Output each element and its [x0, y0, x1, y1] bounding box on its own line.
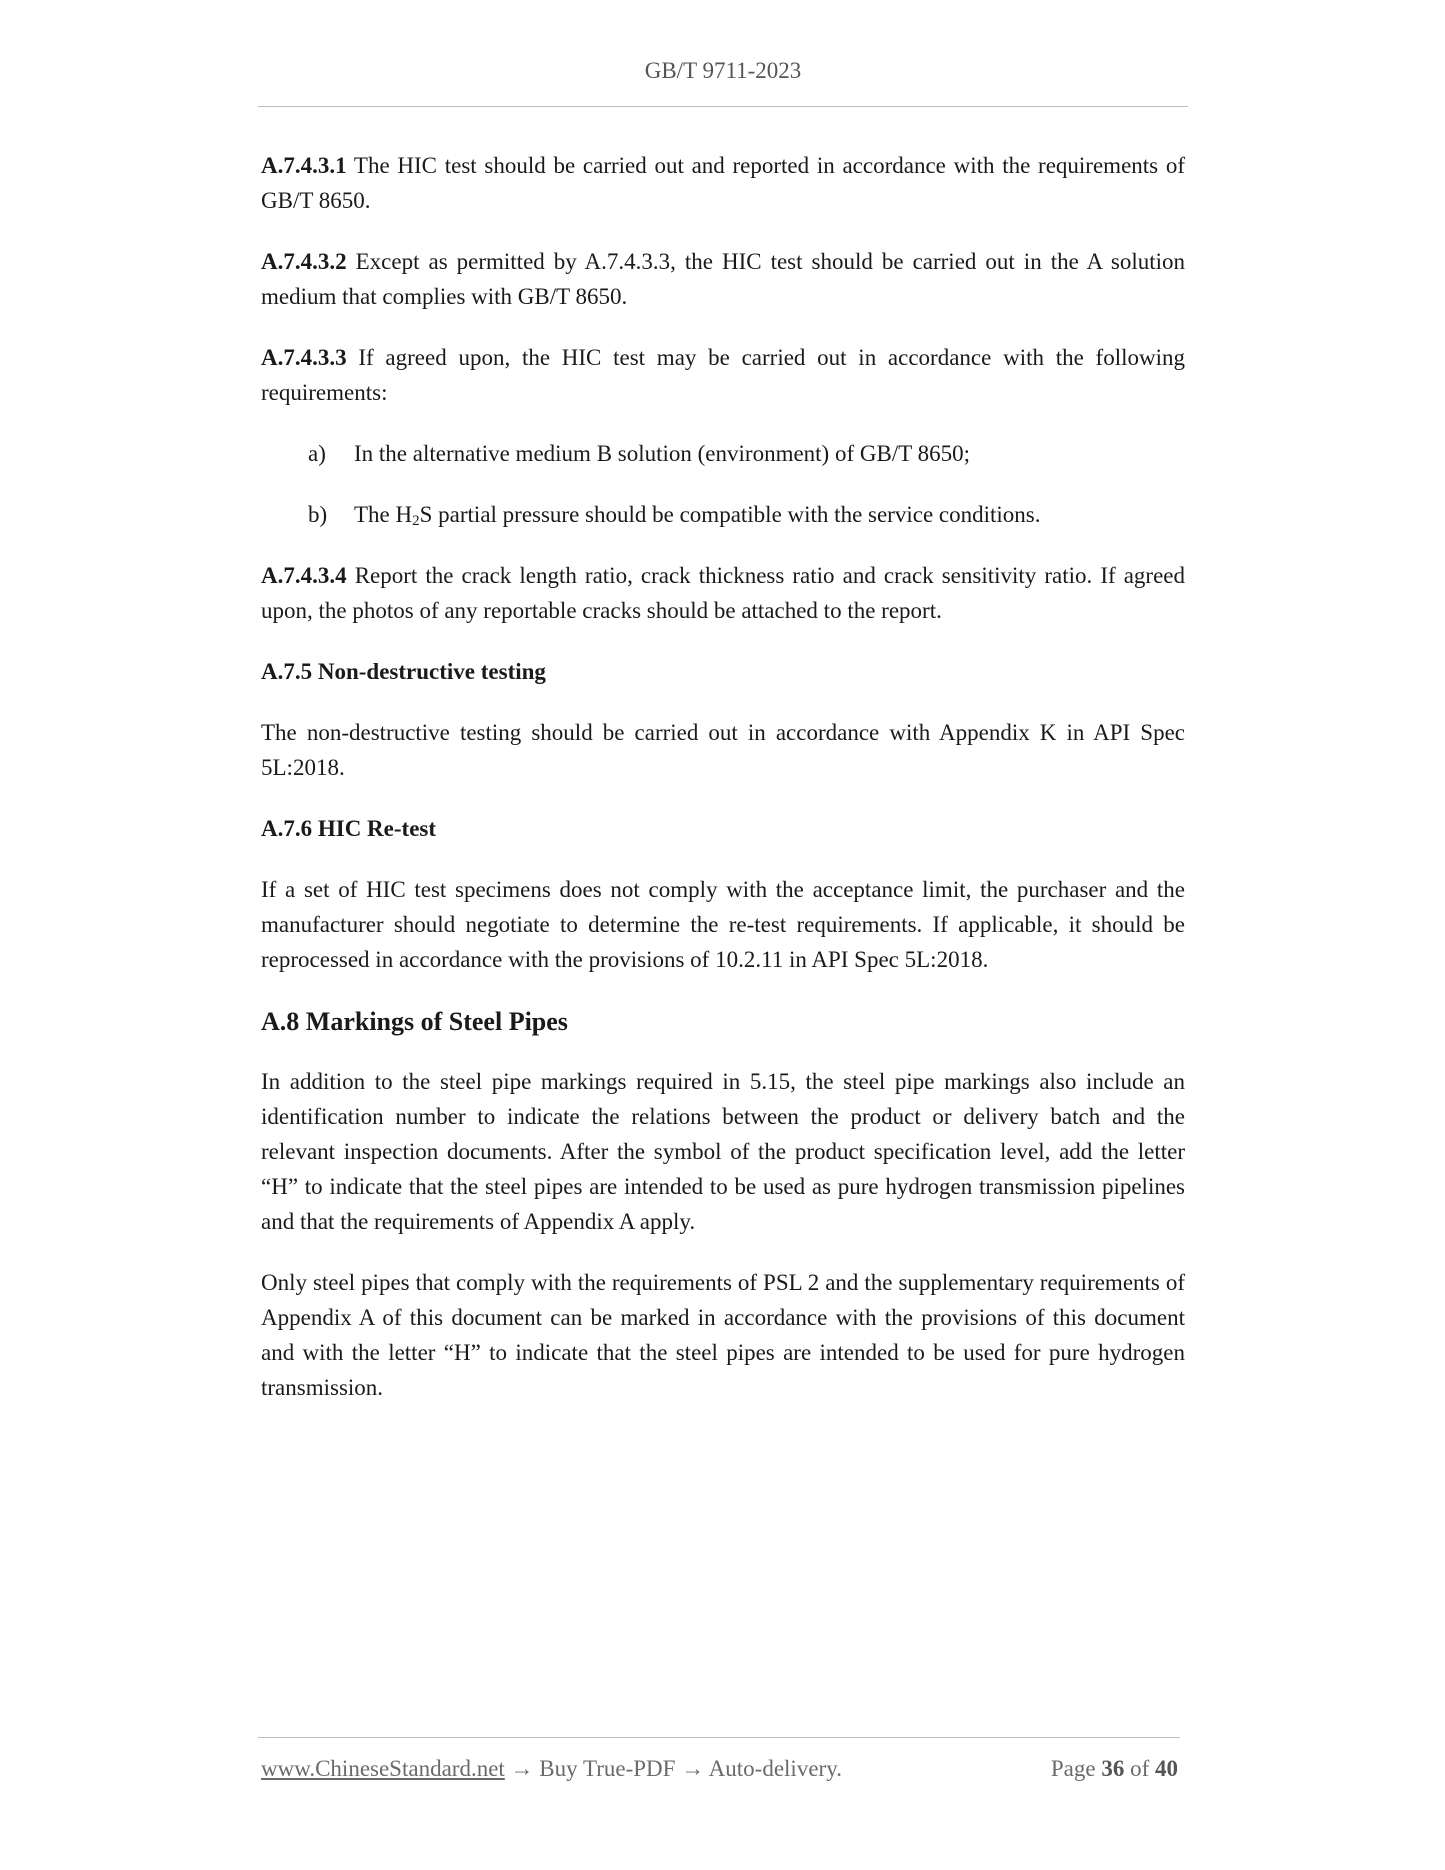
list-item-b — [308, 497, 1185, 532]
page-indicator — [1051, 1756, 1178, 1782]
page-header — [258, 58, 1188, 84]
clause-number: A.7.4.3.3 — [261, 345, 347, 370]
header-divider — [258, 106, 1188, 107]
list-text-post: S partial pressure should be compatible with the service conditions. — [419, 502, 1041, 527]
clause-text: Report the crack length ratio, crack thickness ratio and crack sensitivity ratio. If agreed upon, the photos of any reportable cracks should be attached to the report. — [261, 563, 1185, 623]
clause-a7432 — [261, 244, 1185, 314]
arrow-icon: → — [510, 1756, 534, 1781]
page-of: of — [1130, 1756, 1150, 1781]
page-label: Page — [1050, 1756, 1096, 1781]
document-id: GB/T 9711-2023 — [644, 58, 802, 83]
list-text: In the alternative medium B solution (environment) of GB/T 8650; — [354, 441, 970, 466]
clause-number: A.7.4.3.1 — [261, 153, 347, 178]
section-heading-a75: A.7.5 Non-destructive testing — [261, 659, 546, 684]
clause-text: If agreed upon, the HIC test may be carried out in accordance with the following requirements: — [261, 345, 1185, 405]
section-body-a75: The non-destructive testing should be carried out in accordance with Appendix K in API Spec 5L:2018. — [261, 720, 1185, 780]
list-item-a — [308, 436, 1185, 471]
clause-number: A.7.4.3.4 — [261, 563, 347, 588]
arrow-icon: → — [681, 1756, 705, 1781]
list-marker: b) — [308, 502, 328, 527]
footer-divider — [258, 1737, 1180, 1738]
clause-a7431 — [261, 148, 1185, 218]
clause-a7434 — [261, 558, 1185, 628]
list-marker: a) — [308, 441, 326, 466]
clause-text: The HIC test should be carried out and reported in accordance with the requirements of GB/T 8650. — [261, 153, 1185, 213]
list-text — [354, 497, 1185, 532]
page-footer — [261, 1756, 1178, 1782]
section-body-a8-2: Only steel pipes that comply with the requirements of PSL 2 and the supplementary requirements of Appendix A of this document can be marked in accordance with the provisions of this document and with the letter “H” to indicate that the steel pipes are intended to be used for pure hydrogen transmission. — [261, 1270, 1185, 1400]
clause-number: A.7.4.3.2 — [261, 249, 347, 274]
section-heading-a76: A.7.6 HIC Re-test — [261, 816, 437, 841]
document-body — [261, 148, 1185, 1431]
page-total: 40 — [1155, 1756, 1178, 1781]
clause-text: Except as permitted by A.7.4.3.3, the HIC test should be carried out in the A solution medium that complies with GB/T 8650. — [261, 249, 1185, 309]
footer-promo — [261, 1756, 842, 1782]
list-text-pre: The H — [354, 502, 413, 527]
clause-a7433 — [261, 340, 1185, 410]
subscript: 2 — [412, 513, 420, 529]
section-body-a76: If a set of HIC test specimens does not comply with the acceptance limit, the purchaser and the manufacturer should negotiate to determine the re-test requirements. If applicable, it should be reprocessed in accordance with the provisions of 10.2.11 in API Spec 5L:2018. — [261, 877, 1185, 972]
page-current: 36 — [1101, 1756, 1125, 1781]
website-link[interactable]: www.ChineseStandard.net — [261, 1756, 505, 1781]
section-body-a8-1: In addition to the steel pipe markings required in 5.15, the steel pipe markings also include an identification number to indicate the relations between the product or delivery batch and the relevant inspection documents. After the symbol of the product specification level, add the letter “H” to indicate that the steel pipes are intended to be used as pure hydrogen transmission pipelines and that the requirements of Appendix A apply. — [261, 1069, 1185, 1234]
delivery-text: Auto-delivery. — [708, 1756, 842, 1781]
buy-text: Buy True-PDF — [539, 1756, 676, 1781]
section-heading-a8: A.8 Markings of Steel Pipes — [261, 1007, 568, 1036]
